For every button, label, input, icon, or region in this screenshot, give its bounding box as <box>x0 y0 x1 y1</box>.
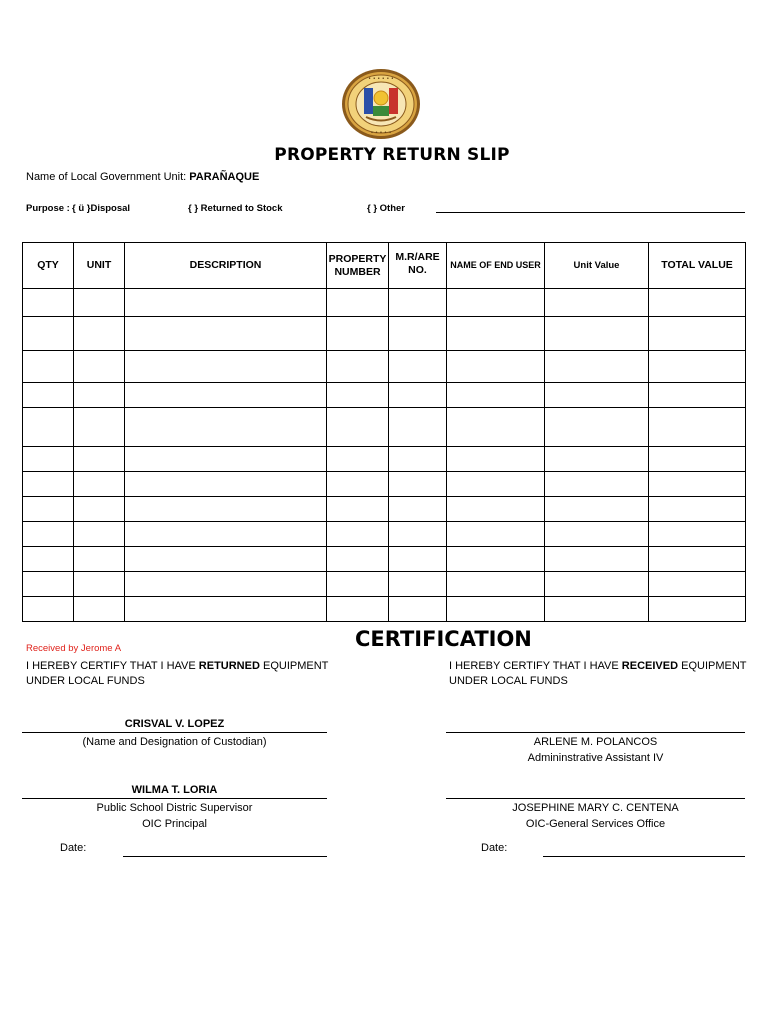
table-cell <box>447 597 545 622</box>
table-row <box>23 408 746 447</box>
table-cell <box>125 472 327 497</box>
table-row <box>23 383 746 408</box>
table-row <box>23 289 746 317</box>
table-cell <box>389 289 447 317</box>
receiver-designation: Admininstrative Assistant IV <box>527 752 664 764</box>
table-cell <box>649 522 746 547</box>
col-total-value: TOTAL VALUE <box>649 243 746 289</box>
custodian-name: CRISVAL V. LOPEZ <box>124 718 225 730</box>
table-cell <box>327 447 389 472</box>
table-row <box>23 597 746 622</box>
table-cell <box>23 547 74 572</box>
right-date-label: Date: <box>481 842 508 854</box>
page-title: PROPERTY RETURN SLIP <box>274 145 510 165</box>
table-cell <box>545 383 649 408</box>
table-cell <box>545 572 649 597</box>
certify-left-text-1: I HEREBY CERTIFY THAT I HAVE <box>26 660 199 672</box>
table-row <box>23 572 746 597</box>
table-cell <box>389 317 447 351</box>
table-header-row <box>23 243 746 289</box>
table-cell <box>545 447 649 472</box>
table-cell <box>23 289 74 317</box>
purpose-other: { } Other <box>367 203 406 214</box>
table-cell <box>74 289 125 317</box>
table-cell <box>74 408 125 447</box>
table-row <box>23 447 746 472</box>
table-cell <box>23 472 74 497</box>
table-cell <box>125 289 327 317</box>
table-cell <box>74 383 125 408</box>
supervisor-name: WILMA T. LORIA <box>131 784 218 796</box>
table-cell <box>74 547 125 572</box>
purpose-returned: { } Returned to Stock <box>188 203 283 214</box>
table-cell <box>125 447 327 472</box>
certification-title: CERTIFICATION <box>355 627 532 651</box>
table-cell <box>125 408 327 447</box>
table-cell <box>389 497 447 522</box>
table-row <box>23 472 746 497</box>
table-cell <box>447 383 545 408</box>
table-cell <box>649 597 746 622</box>
certify-right-text-2: EQUIPMENT <box>678 660 747 672</box>
lgu-label: Name of Local Government Unit: <box>26 171 187 183</box>
table-cell <box>125 351 327 383</box>
receiver-signature-line <box>446 732 745 733</box>
table-cell <box>389 383 447 408</box>
table-cell <box>327 547 389 572</box>
gso-designation: OIC-General Services Office <box>525 818 666 830</box>
table-cell <box>327 572 389 597</box>
table-cell <box>23 383 74 408</box>
table-cell <box>23 317 74 351</box>
svg-text:• • • • •: • • • • • <box>370 130 392 136</box>
table-cell <box>327 408 389 447</box>
certify-left-bold: RETURNED <box>198 660 260 672</box>
table-cell <box>447 351 545 383</box>
table-cell <box>649 289 746 317</box>
table-cell <box>23 522 74 547</box>
table-row <box>23 351 746 383</box>
svg-text:• • • • • •: • • • • • • <box>368 76 394 82</box>
col-description: DESCRIPTION <box>125 243 327 289</box>
table-cell <box>327 289 389 317</box>
table-cell <box>389 597 447 622</box>
table-cell <box>545 547 649 572</box>
table-cell <box>74 522 125 547</box>
table-cell <box>389 547 447 572</box>
col-property-number: PROPERTY NUMBER <box>327 243 389 289</box>
receiver-name: ARLENE M. POLANCOS <box>533 736 658 748</box>
certify-returned <box>26 659 328 689</box>
supervisor-designation-2: OIC Principal <box>142 818 207 830</box>
table-cell <box>389 447 447 472</box>
table-cell <box>74 472 125 497</box>
right-date-line <box>543 856 745 857</box>
table-row <box>23 547 746 572</box>
table-row <box>23 522 746 547</box>
received-note: Received by Jerome A <box>26 643 122 654</box>
table-cell <box>23 351 74 383</box>
supervisor-signature-line <box>22 798 327 799</box>
table-cell <box>327 351 389 383</box>
table-cell <box>327 317 389 351</box>
table-cell <box>649 383 746 408</box>
table-cell <box>447 317 545 351</box>
gso-name: JOSEPHINE MARY C. CENTENA <box>512 802 679 814</box>
city-seal-logo <box>340 68 422 140</box>
table-cell <box>23 597 74 622</box>
certify-received <box>449 659 747 689</box>
table-cell <box>649 351 746 383</box>
table-cell <box>545 351 649 383</box>
custodian-signature-line <box>22 732 327 733</box>
table-cell <box>389 572 447 597</box>
table-cell <box>649 447 746 472</box>
table-cell <box>125 383 327 408</box>
table-cell <box>74 317 125 351</box>
table-row <box>23 497 746 522</box>
table-cell <box>389 351 447 383</box>
table-cell <box>447 547 545 572</box>
table-cell <box>649 472 746 497</box>
col-unit-value: Unit Value <box>545 243 649 289</box>
purpose-label: Purpose : <box>26 203 70 214</box>
table-cell <box>447 289 545 317</box>
table-cell <box>23 572 74 597</box>
table-cell <box>447 522 545 547</box>
table-cell <box>447 497 545 522</box>
supervisor-designation-1: Public School Distric Supervisor <box>96 802 253 814</box>
table-cell <box>125 522 327 547</box>
table-cell <box>447 572 545 597</box>
table-cell <box>389 408 447 447</box>
property-table <box>22 242 746 622</box>
table-cell <box>125 547 327 572</box>
table-cell <box>545 497 649 522</box>
table-cell <box>125 572 327 597</box>
certify-right-bold: RECEIVED <box>621 660 679 672</box>
col-mr-are-no: M.R/ARE NO. <box>389 243 447 289</box>
table-cell <box>23 497 74 522</box>
table-cell <box>125 597 327 622</box>
col-unit: UNIT <box>74 243 125 289</box>
table-cell <box>327 497 389 522</box>
table-cell <box>125 497 327 522</box>
left-date-label: Date: <box>60 842 87 854</box>
col-end-user: NAME OF END USER <box>447 243 545 289</box>
table-cell <box>327 597 389 622</box>
table-cell <box>447 408 545 447</box>
table-cell <box>74 572 125 597</box>
table-cell <box>545 522 649 547</box>
lgu-value: PARAÑAQUE <box>189 171 260 183</box>
table-cell <box>649 317 746 351</box>
table-cell <box>23 447 74 472</box>
table-cell <box>389 522 447 547</box>
gso-signature-line <box>446 798 745 799</box>
table-cell <box>74 447 125 472</box>
table-cell <box>23 408 74 447</box>
table-cell <box>327 383 389 408</box>
table-row <box>23 317 746 351</box>
table-cell <box>74 497 125 522</box>
table-cell <box>125 317 327 351</box>
table-cell <box>545 317 649 351</box>
certify-right-text-1: I HEREBY CERTIFY THAT I HAVE <box>449 660 622 672</box>
table-cell <box>649 572 746 597</box>
table-cell <box>447 472 545 497</box>
table-cell <box>327 522 389 547</box>
table-cell <box>545 289 649 317</box>
certify-left-line2: UNDER LOCAL FUNDS <box>26 675 145 687</box>
left-date-line <box>123 856 327 857</box>
certify-right-line2: UNDER LOCAL FUNDS <box>449 675 568 687</box>
lgu-line <box>26 171 259 183</box>
table-cell <box>327 472 389 497</box>
custodian-designation: (Name and Designation of Custodian) <box>82 736 267 748</box>
table-cell <box>74 597 125 622</box>
table-cell <box>649 408 746 447</box>
purpose-disposal: { ü }Disposal <box>72 203 131 214</box>
table-cell <box>389 472 447 497</box>
table-cell <box>649 547 746 572</box>
table-cell <box>545 408 649 447</box>
table-cell <box>447 447 545 472</box>
purpose-other-line <box>436 212 745 213</box>
table-cell <box>74 351 125 383</box>
table-cell <box>545 597 649 622</box>
certify-left-text-2: EQUIPMENT <box>259 660 329 672</box>
table-cell <box>649 497 746 522</box>
table-cell <box>545 472 649 497</box>
col-qty: QTY <box>23 243 74 289</box>
